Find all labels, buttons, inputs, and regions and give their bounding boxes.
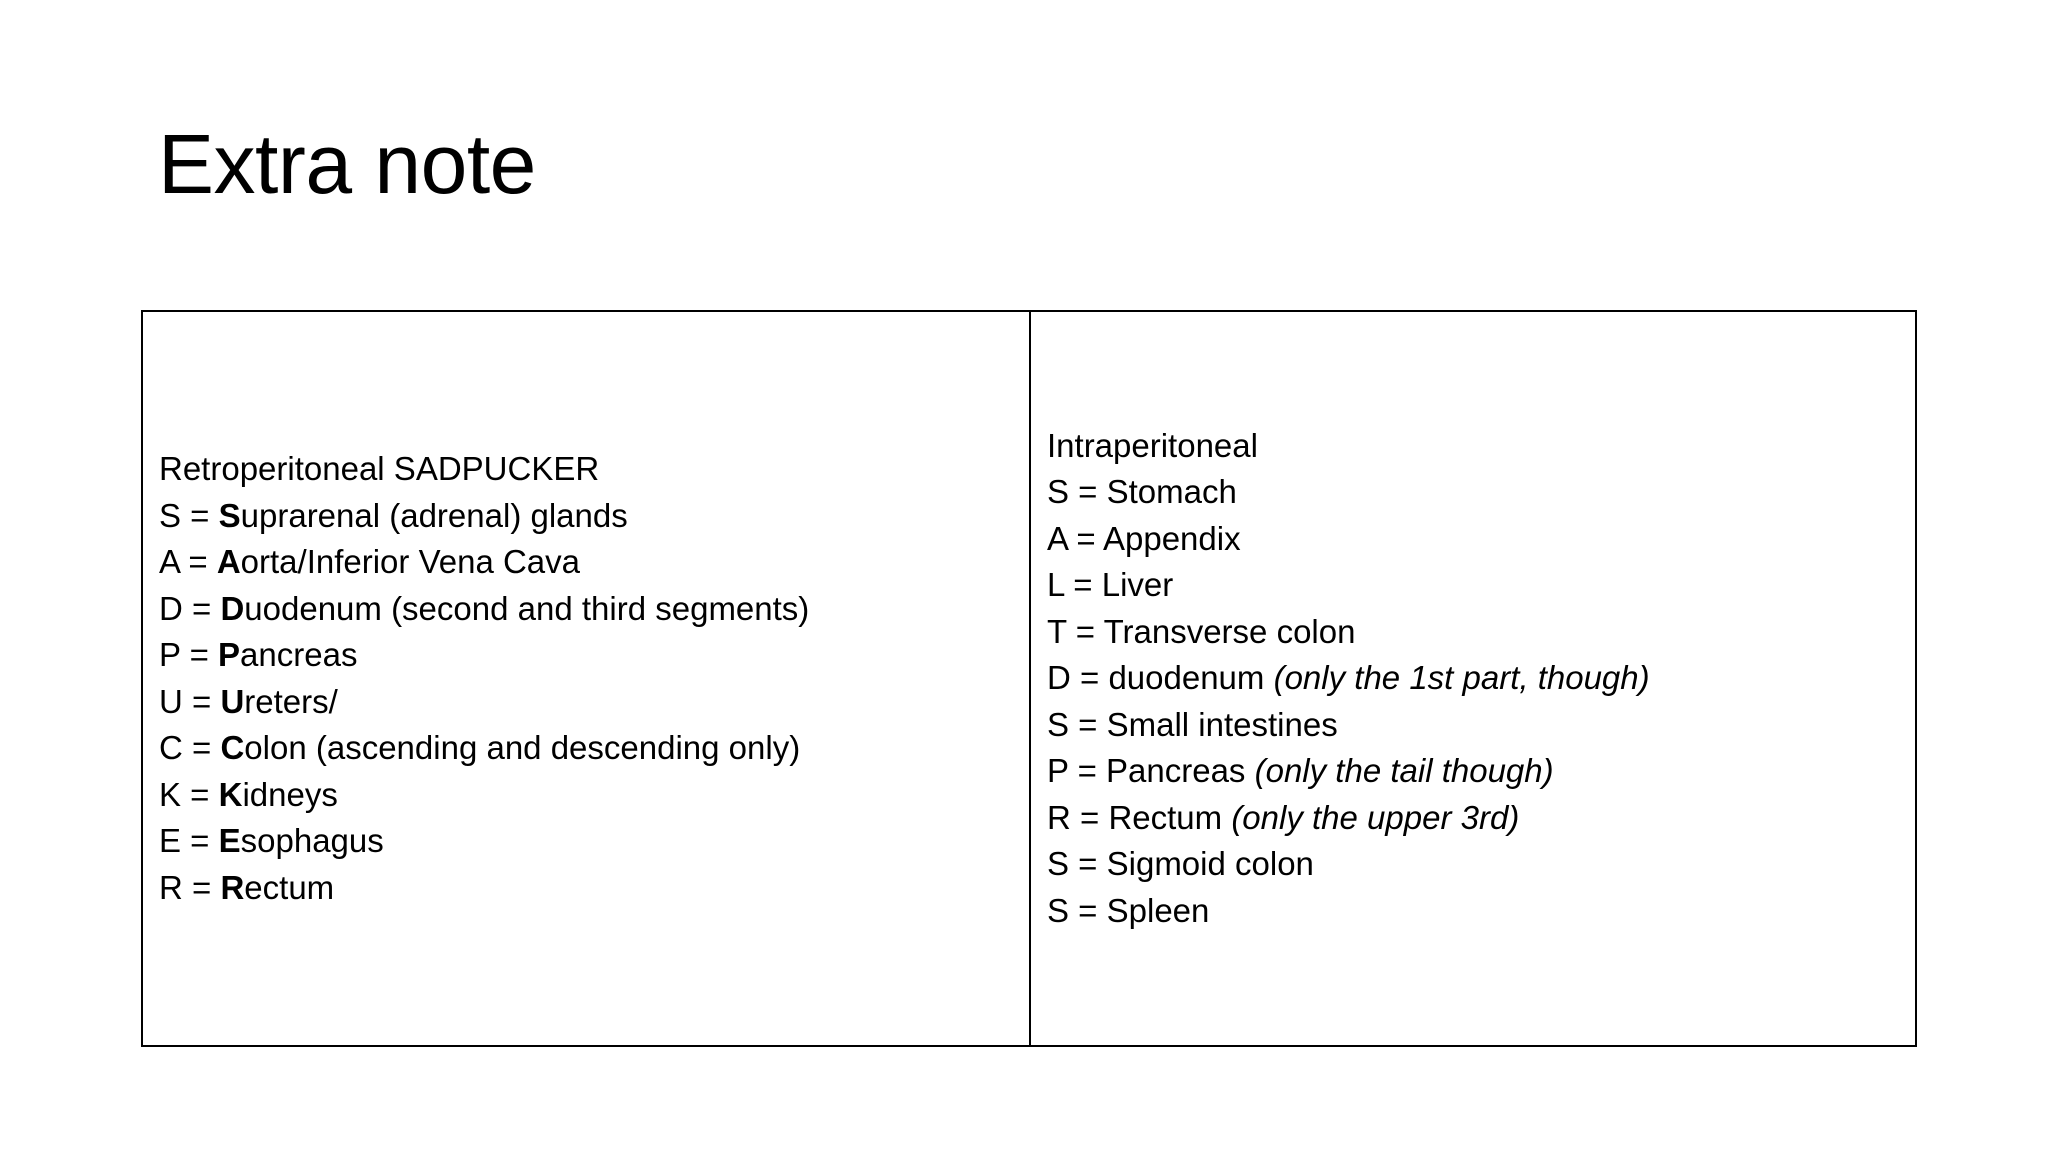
item-text: A = Appendix bbox=[1047, 519, 1241, 557]
item-text: S = Stomach bbox=[1047, 473, 1237, 511]
list-item bbox=[159, 818, 1013, 865]
list-item bbox=[1047, 562, 1899, 609]
retroperitoneal-cell bbox=[143, 312, 1029, 1045]
intraperitoneal-heading: Intraperitoneal bbox=[1047, 426, 1258, 464]
list-item bbox=[159, 772, 1013, 819]
list-item bbox=[1047, 609, 1899, 656]
item-bold-letter: P bbox=[218, 636, 241, 673]
item-rest: olon (ascending and descending only) bbox=[244, 729, 801, 766]
item-text: D = duodenum bbox=[1047, 659, 1274, 697]
list-item bbox=[159, 632, 1013, 679]
item-key: R = bbox=[159, 868, 221, 906]
item-bold-letter: R bbox=[220, 868, 245, 906]
item-key: C = bbox=[159, 729, 221, 766]
item-text: S = Small intestines bbox=[1047, 705, 1338, 743]
item-key: U = bbox=[159, 682, 221, 720]
item-note: (only the tail though) bbox=[1254, 752, 1554, 790]
item-rest: ancreas bbox=[240, 636, 358, 673]
list-item bbox=[159, 725, 1013, 772]
list-item bbox=[159, 539, 1013, 586]
item-key: A = bbox=[159, 543, 217, 580]
item-bold-letter: U bbox=[220, 682, 245, 720]
item-bold-letter: E bbox=[218, 822, 241, 859]
list-item bbox=[159, 493, 1013, 540]
item-text: R = Rectum bbox=[1047, 798, 1232, 836]
page-title: Extra note bbox=[158, 117, 536, 211]
item-rest: ectum bbox=[244, 868, 335, 906]
item-note: (only the 1st part, though) bbox=[1273, 659, 1650, 697]
item-key: P = bbox=[159, 636, 219, 673]
list-item bbox=[1047, 702, 1899, 749]
item-rest: orta/Inferior Vena Cava bbox=[240, 543, 581, 580]
item-bold-letter: K bbox=[218, 775, 243, 813]
item-bold-letter: C bbox=[220, 729, 245, 766]
item-text: T = Transverse colon bbox=[1047, 612, 1356, 650]
list-item bbox=[1047, 469, 1899, 516]
item-rest: sophagus bbox=[240, 822, 384, 859]
item-rest: reters/ bbox=[244, 682, 338, 720]
list-item bbox=[159, 586, 1013, 633]
item-key: E = bbox=[159, 822, 219, 859]
item-key: K = bbox=[159, 775, 219, 813]
list-item bbox=[1047, 748, 1899, 795]
list-item bbox=[159, 679, 1013, 726]
item-bold-letter: D bbox=[220, 589, 245, 627]
item-note: (only the upper 3rd) bbox=[1231, 798, 1520, 836]
item-key: D = bbox=[159, 589, 221, 627]
item-text: L = Liver bbox=[1047, 566, 1174, 604]
list-item bbox=[1047, 516, 1899, 563]
item-rest: uodenum (second and third segments) bbox=[244, 589, 810, 627]
item-bold-letter: A bbox=[216, 543, 241, 580]
item-rest: uprarenal (adrenal) glands bbox=[240, 496, 628, 534]
item-text: S = Sigmoid colon bbox=[1047, 845, 1314, 883]
list-item bbox=[1047, 795, 1899, 842]
item-text: P = Pancreas bbox=[1047, 752, 1255, 790]
item-key: S = bbox=[159, 496, 219, 534]
list-item bbox=[159, 865, 1013, 912]
mnemonic-table bbox=[141, 310, 1917, 1047]
list-item bbox=[1047, 655, 1899, 702]
item-rest: idneys bbox=[242, 775, 338, 813]
retroperitoneal-heading: Retroperitoneal SADPUCKER bbox=[159, 450, 600, 487]
item-bold-letter: S bbox=[218, 496, 241, 534]
item-text: S = Spleen bbox=[1047, 891, 1210, 929]
intraperitoneal-cell bbox=[1029, 312, 1915, 1045]
list-item bbox=[1047, 841, 1899, 888]
list-item bbox=[1047, 888, 1899, 935]
